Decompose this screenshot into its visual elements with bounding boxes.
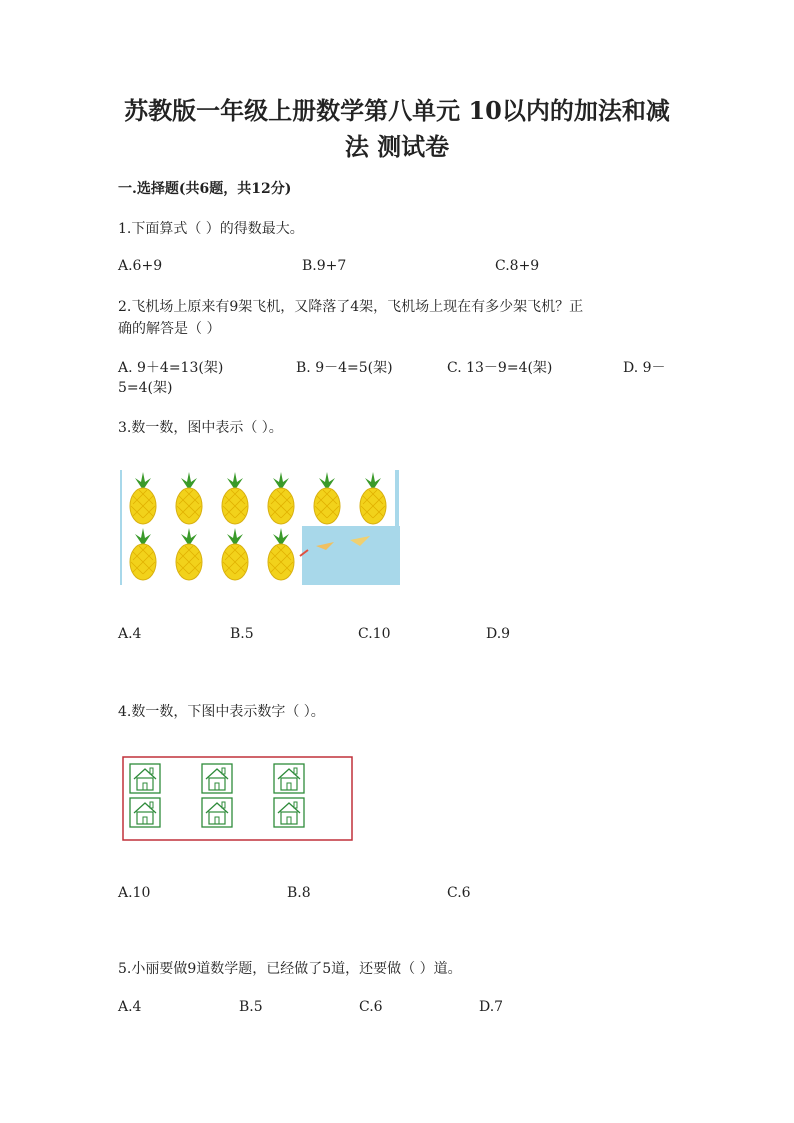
q3-option-b: B.5 [230, 626, 254, 642]
q5-option-c: C.6 [359, 999, 383, 1015]
q2-option-a: A. 9＋4=13(架) [118, 360, 224, 376]
q3-option-d: D.9 [486, 626, 511, 642]
q2-stem-line-1: 2.飞机场上原来有9架飞机，又降落了4架，飞机场上现在有多少架飞机？正 [118, 299, 584, 315]
house-icon [130, 764, 160, 793]
q5-option-b: B.5 [239, 999, 263, 1015]
q5-option-d: D.7 [479, 999, 504, 1015]
q2-option-b: B. 9－4=5(架) [296, 360, 393, 376]
q1-option-b: B.9+7 [302, 258, 347, 274]
section-heading: 一.选择题(共6题，共12分) [118, 181, 292, 197]
q2-stem-line-2: 确的解答是（ ） [118, 321, 221, 337]
q4-option-a: A.10 [118, 885, 151, 901]
title-line-1: 苏教版一年级上册数学第八单元 10以内的加法和减 [124, 96, 670, 125]
house-icon [202, 764, 232, 793]
question-4-stem: 4.数一数，下图中表示数字（ ）。 [118, 704, 325, 720]
q2-option-d-cont: 5=4(架) [118, 380, 173, 396]
question-1-stem: 1.下面算式（ ）的得数最大。 [118, 221, 304, 237]
q4-option-b: B.8 [287, 885, 311, 901]
q5-option-a: A.4 [118, 999, 142, 1015]
q2-option-c: C. 13－9=4(架) [447, 360, 553, 376]
question-3-stem: 3.数一数，图中表示（ ）。 [118, 420, 283, 436]
house-icon [274, 764, 304, 793]
q3-option-a: A.4 [118, 626, 142, 642]
title-line-2: 法 测试卷 [344, 132, 450, 161]
doc-title [0, 93, 794, 165]
q3-option-c: C.10 [358, 626, 391, 642]
question-2-stem [118, 296, 678, 340]
q2-option-d: D. 9－ [623, 360, 666, 376]
house-icon [274, 798, 304, 827]
q1-option-c: C.8+9 [495, 258, 540, 274]
water-area [302, 526, 400, 585]
house-icon [130, 798, 160, 827]
pineapple-figure [120, 470, 400, 585]
house-figure [122, 756, 354, 842]
q4-option-c: C.6 [447, 885, 471, 901]
q1-option-a: A.6+9 [118, 258, 163, 274]
house-icon [202, 798, 232, 827]
question-5-stem: 5.小丽要做9道数学题，已经做了5道，还要做（ ）道。 [118, 961, 462, 977]
